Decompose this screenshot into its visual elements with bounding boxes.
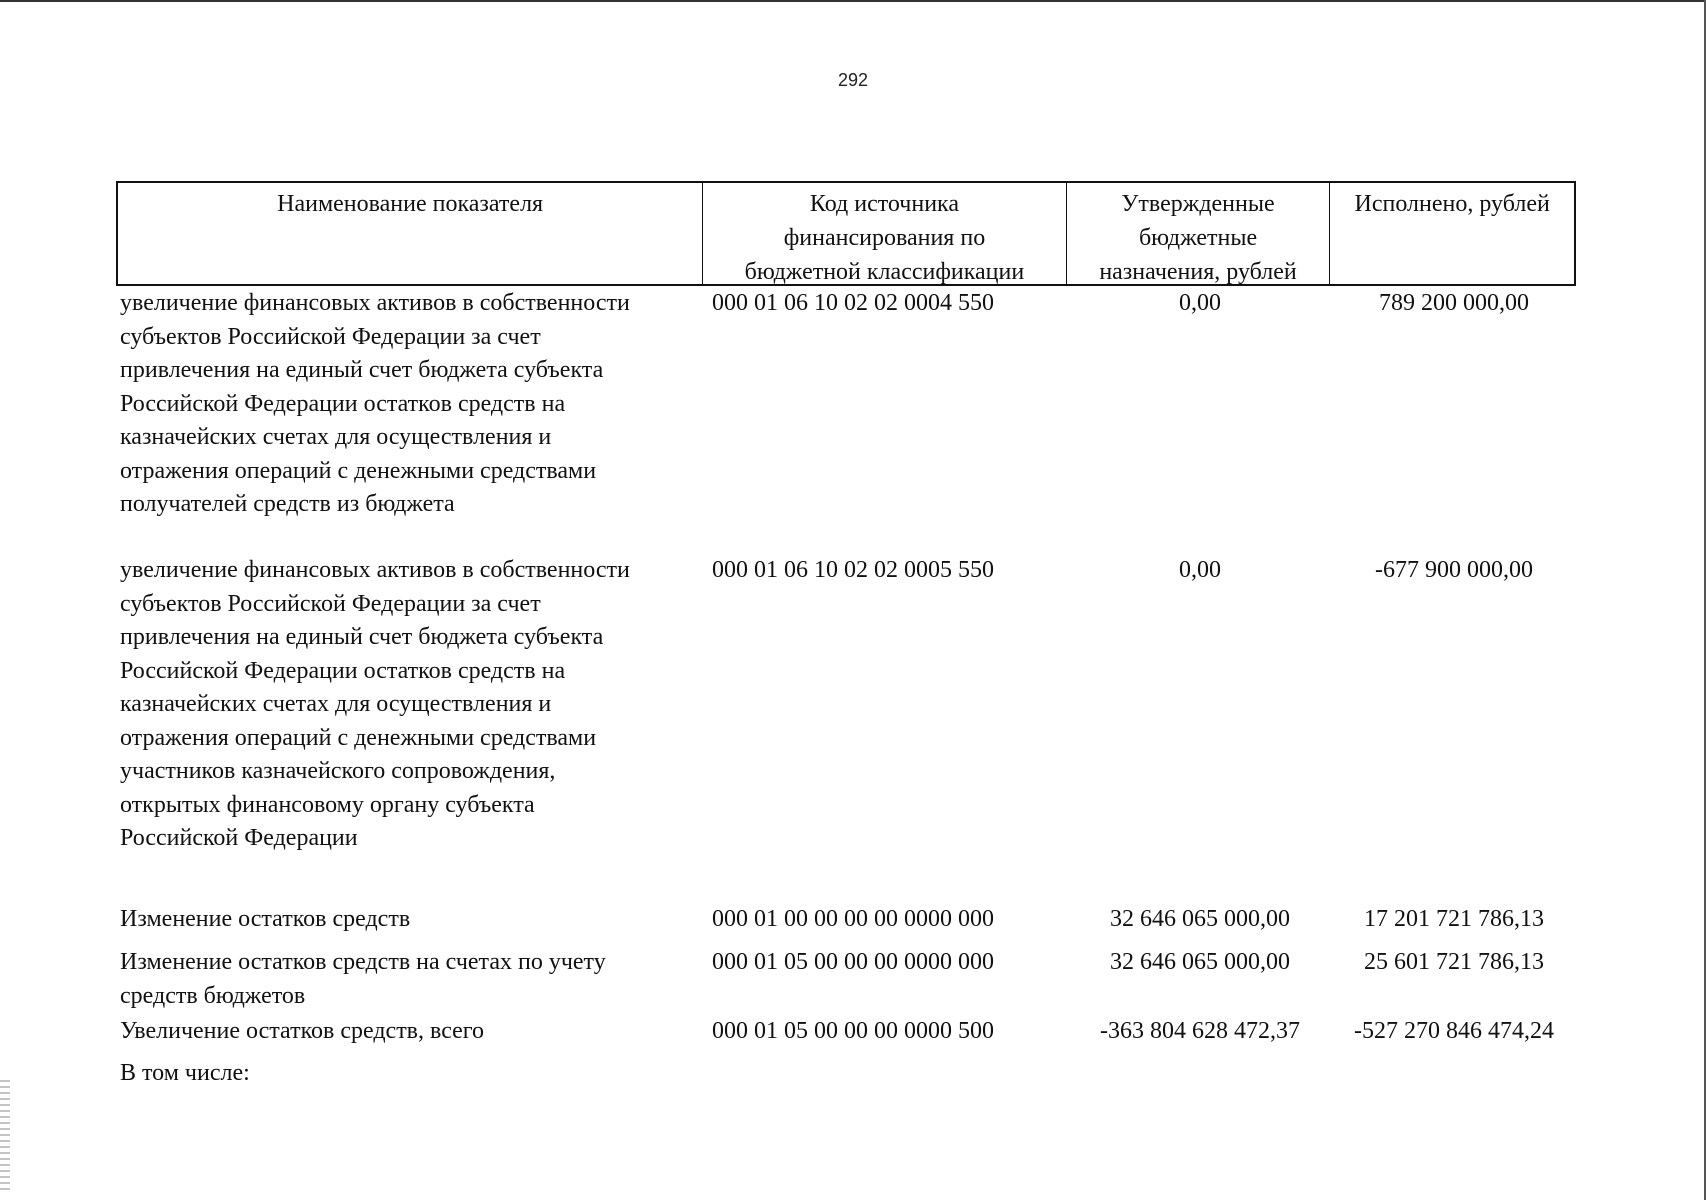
note-including: В том числе: bbox=[120, 1060, 250, 1086]
scan-artifact bbox=[0, 1080, 10, 1190]
page-number: 292 bbox=[837, 70, 869, 90]
row-approved: -363 804 628 472,37 bbox=[1100, 1018, 1300, 1044]
row-name-line: привлечения на единый счет бюджета субъекта bbox=[120, 624, 604, 650]
row-approved: 32 646 065 000,00 bbox=[1110, 906, 1290, 932]
row-executed: 25 601 721 786,13 bbox=[1364, 949, 1544, 975]
row-name bbox=[118, 287, 708, 522]
header-line: бюджетной классификации bbox=[744, 259, 1025, 285]
header-source-code bbox=[703, 183, 1067, 284]
header-line: Код источника bbox=[809, 191, 959, 217]
row-name-line: субъектов Российской Федерации за счет bbox=[120, 590, 541, 617]
row-name-line: увеличение финансовых активов в собственности bbox=[120, 290, 630, 316]
row-name bbox=[118, 1015, 708, 1049]
row-name-line: Российской Федерации bbox=[120, 825, 358, 851]
header-indicator-name bbox=[118, 183, 703, 284]
row-name-line: открытых финансовому органу субъекта bbox=[120, 791, 535, 818]
row-name-line: субъектов Российской Федерации за счет bbox=[120, 323, 541, 350]
header-line: Утвержденные bbox=[1121, 191, 1275, 217]
header-line: Исполнено, рублей bbox=[1354, 191, 1550, 217]
row-code: 000 01 06 10 02 02 0005 550 bbox=[712, 557, 994, 583]
row-code: 000 01 06 10 02 02 0004 550 bbox=[712, 290, 994, 316]
row-executed: -527 270 846 474,24 bbox=[1354, 1018, 1554, 1044]
table-row bbox=[118, 287, 1578, 522]
row-code: 000 01 05 00 00 00 0000 000 bbox=[712, 949, 994, 975]
row-name-line: казначейских счетах для осуществления и bbox=[120, 424, 552, 450]
row-name-line: получателей средств из бюджета bbox=[120, 491, 455, 517]
table-header bbox=[116, 181, 1576, 286]
page-top-edge bbox=[0, 0, 1706, 2]
row-name-line: отражения операций с денежными средствами bbox=[120, 457, 597, 484]
row-name-line: Изменение остатков средств bbox=[120, 906, 411, 932]
row-name-line: участников казначейского сопровождения, bbox=[120, 758, 556, 784]
row-executed: 789 200 000,00 bbox=[1379, 290, 1529, 316]
header-line: назначения, рублей bbox=[1099, 259, 1297, 285]
table-row bbox=[118, 554, 1578, 856]
row-approved: 0,00 bbox=[1179, 290, 1221, 316]
row-code: 000 01 00 00 00 00 0000 000 bbox=[712, 906, 994, 932]
header-line: финансирования по bbox=[783, 225, 986, 251]
row-name-line: увеличение финансовых активов в собственности bbox=[120, 557, 630, 583]
table-row bbox=[118, 1015, 1578, 1049]
row-name bbox=[118, 903, 708, 937]
row-name bbox=[118, 554, 708, 856]
header-line: бюджетные bbox=[1138, 225, 1258, 251]
row-name bbox=[118, 946, 708, 1013]
header-line: Наименование показателя bbox=[277, 191, 544, 217]
row-name-line: Российской Федерации остатков средств на bbox=[120, 390, 566, 417]
row-name-line: Российской Федерации остатков средств на bbox=[120, 657, 566, 684]
table-row bbox=[118, 946, 1578, 1013]
header-executed bbox=[1330, 183, 1574, 284]
row-name-line: средств бюджетов bbox=[120, 982, 306, 1009]
row-name-line: Увеличение остатков средств, всего bbox=[120, 1018, 485, 1044]
header-approved bbox=[1067, 183, 1331, 284]
row-executed: -677 900 000,00 bbox=[1375, 557, 1533, 583]
row-name-line: привлечения на единый счет бюджета субъекта bbox=[120, 357, 604, 383]
row-name-line: Изменение остатков средств на счетах по учету bbox=[120, 949, 606, 975]
row-approved: 32 646 065 000,00 bbox=[1110, 949, 1290, 975]
row-approved: 0,00 bbox=[1179, 557, 1221, 583]
row-name-line: отражения операций с денежными средствами bbox=[120, 724, 597, 751]
row-name-line: казначейских счетах для осуществления и bbox=[120, 691, 552, 717]
row-code: 000 01 05 00 00 00 0000 500 bbox=[712, 1018, 994, 1044]
table-row bbox=[118, 903, 1578, 937]
row-executed: 17 201 721 786,13 bbox=[1364, 906, 1544, 932]
